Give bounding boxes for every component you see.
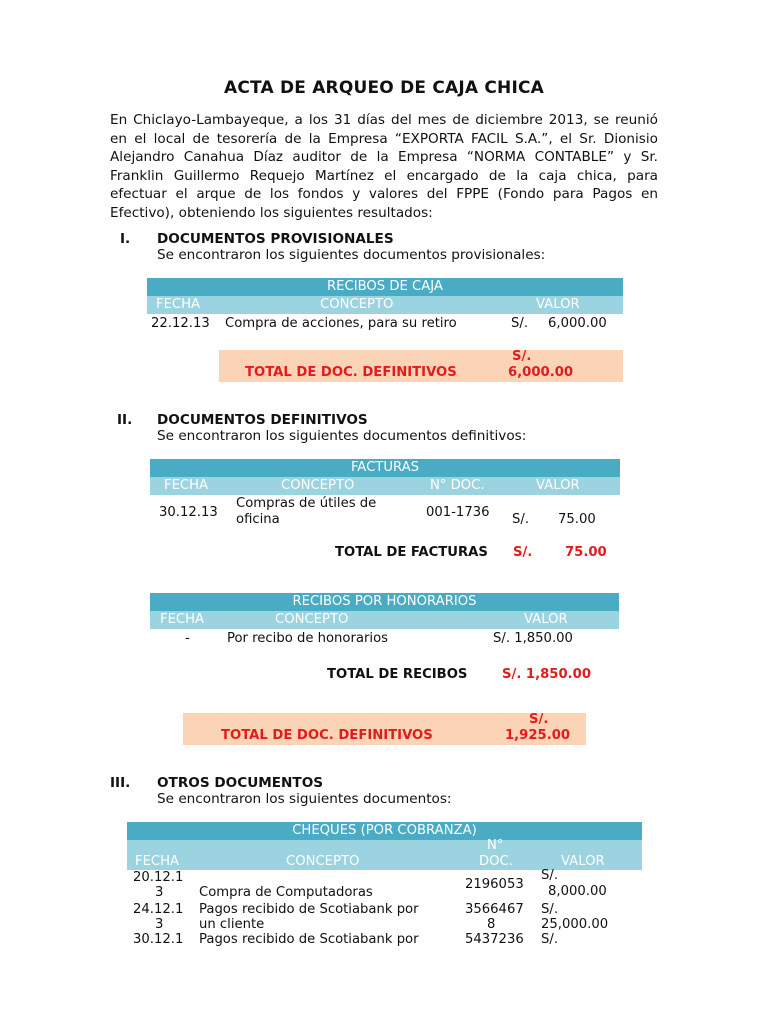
cheques-table bbox=[127, 822, 642, 952]
header-concepto: CONCEPTO bbox=[286, 854, 360, 869]
facturas-total-currency: S/. bbox=[513, 545, 533, 560]
facturas-total-label: TOTAL DE FACTURAS bbox=[335, 545, 488, 560]
cell-moneda: S/. bbox=[541, 902, 559, 917]
table-caption: FACTURAS bbox=[150, 459, 620, 477]
table-caption: RECIBOS DE CAJA bbox=[147, 278, 623, 296]
header-doc-cont: DOC. bbox=[479, 854, 513, 869]
total-currency: S/. bbox=[529, 712, 549, 727]
header-doc: N° DOC. bbox=[430, 478, 485, 493]
cell-fecha: 30.12.1 bbox=[133, 932, 184, 947]
table-row bbox=[150, 495, 620, 535]
recibos-total-label: TOTAL DE RECIBOS bbox=[327, 667, 468, 682]
table-caption: CHEQUES (POR COBRANZA) bbox=[127, 822, 642, 840]
header-valor: VALOR bbox=[561, 854, 605, 869]
section-subtitle: Se encontraron los siguientes documentos: bbox=[157, 791, 452, 807]
cell-fecha-cont: 3 bbox=[155, 885, 164, 900]
cell-doc-cont: 8 bbox=[487, 917, 496, 932]
section-number: III. bbox=[110, 775, 131, 791]
cell-concepto: Por recibo de honorarios bbox=[227, 631, 389, 646]
cell-fecha: - bbox=[185, 631, 190, 646]
section-number: I. bbox=[120, 231, 131, 247]
recibos-honorarios-table bbox=[150, 593, 619, 649]
header-fecha: FECHA bbox=[164, 478, 209, 493]
cell-valor: 6,000.00 bbox=[548, 316, 607, 331]
header-fecha: FECHA bbox=[160, 612, 205, 627]
header-fecha: FECHA bbox=[135, 854, 180, 869]
recibos-total-value: S/. 1,850.00 bbox=[502, 667, 591, 682]
header-valor: VALOR bbox=[524, 612, 568, 627]
total-box bbox=[219, 350, 623, 382]
cell-fecha: 20.12.1 bbox=[133, 870, 184, 885]
cell-concepto: Pagos recibido de Scotiabank por bbox=[199, 932, 419, 947]
cell-fecha-cont: 3 bbox=[155, 917, 164, 932]
cell-doc: 2196053 bbox=[465, 877, 524, 892]
table-row bbox=[150, 629, 619, 649]
cell-moneda: S/. bbox=[541, 932, 559, 947]
total-label: TOTAL DE DOC. DEFINITIVOS bbox=[221, 728, 433, 743]
table-header bbox=[150, 611, 619, 629]
total-label: TOTAL DE DOC. DEFINITIVOS bbox=[245, 365, 457, 380]
table-header bbox=[147, 296, 623, 314]
cell-concepto-cont: oficina bbox=[236, 512, 280, 527]
table-header bbox=[127, 840, 642, 870]
cell-doc: 3566467 bbox=[465, 902, 524, 917]
cell-moneda: S/. bbox=[511, 316, 529, 331]
header-valor: VALOR bbox=[536, 297, 580, 312]
section-subtitle: Se encontraron los siguientes documentos definitivos: bbox=[157, 428, 527, 444]
total-value: 6,000.00 bbox=[508, 365, 574, 380]
header-concepto: CONCEPTO bbox=[275, 612, 349, 627]
facturas-table bbox=[150, 459, 620, 535]
table-header bbox=[150, 477, 620, 495]
cell-moneda: S/. bbox=[541, 868, 559, 883]
facturas-total-value: 75.00 bbox=[565, 545, 607, 560]
cell-valor: 8,000.00 bbox=[548, 884, 607, 899]
section-title: DOCUMENTOS PROVISIONALES bbox=[157, 231, 394, 247]
cell-fecha: 22.12.13 bbox=[151, 316, 210, 331]
cell-valor: S/. 1,850.00 bbox=[493, 631, 573, 646]
header-doc: N° bbox=[487, 838, 504, 853]
table-row bbox=[147, 314, 623, 334]
header-fecha: FECHA bbox=[156, 297, 201, 312]
cell-fecha: 24.12.1 bbox=[133, 902, 184, 917]
total-currency: S/. bbox=[512, 349, 532, 364]
table-caption: RECIBOS POR HONORARIOS bbox=[150, 593, 619, 611]
section-title: DOCUMENTOS DEFINITIVOS bbox=[157, 412, 368, 428]
section-number: II. bbox=[117, 412, 133, 428]
cell-concepto: Compra de acciones, para su retiro bbox=[225, 316, 457, 331]
table-row bbox=[127, 902, 642, 932]
cell-valor: 75.00 bbox=[558, 512, 596, 527]
header-concepto: CONCEPTO bbox=[281, 478, 355, 493]
cell-concepto-cont: un cliente bbox=[199, 917, 265, 932]
cell-concepto: Pagos recibido de Scotiabank por bbox=[199, 902, 419, 917]
total-value: 1,925.00 bbox=[505, 728, 571, 743]
header-concepto: CONCEPTO bbox=[320, 297, 394, 312]
document-title: ACTA DE ARQUEO DE CAJA CHICA bbox=[223, 78, 545, 98]
recibos-caja-table bbox=[147, 278, 623, 334]
total-definitivos-box bbox=[183, 713, 586, 745]
cell-doc: 5437236 bbox=[465, 932, 524, 947]
section-title: OTROS DOCUMENTOS bbox=[157, 775, 324, 791]
cell-concepto: Compras de útiles de bbox=[236, 496, 377, 511]
header-valor: VALOR bbox=[536, 478, 580, 493]
cell-moneda: S/. bbox=[512, 512, 530, 527]
table-row bbox=[127, 932, 642, 952]
cell-doc: 001-1736 bbox=[426, 505, 490, 520]
intro-paragraph: En Chiclayo-Lambayeque, a los 31 días del mes de diciembre 2013, se reunió en el local de tesorería de la Empresa “EXPORTA FACIL S.A.”, el Sr. Dionisio Alejandro Canahua Díaz auditor de la Empresa “NORMA CONTABLE” y Sr. Franklin Guillermo Requejo Martínez el encargado de la caja chica, para efectuar el arque de los fondos y valores del FPPE (Fondo para Pagos en Efectivo), obteniendo los siguientes resultados: bbox=[110, 112, 658, 221]
cell-concepto: Compra de Computadoras bbox=[199, 885, 373, 900]
cell-valor: 25,000.00 bbox=[541, 917, 609, 932]
table-row bbox=[127, 870, 642, 902]
cell-fecha: 30.12.13 bbox=[159, 505, 218, 520]
section-subtitle: Se encontraron los siguientes documentos provisionales: bbox=[157, 247, 546, 263]
